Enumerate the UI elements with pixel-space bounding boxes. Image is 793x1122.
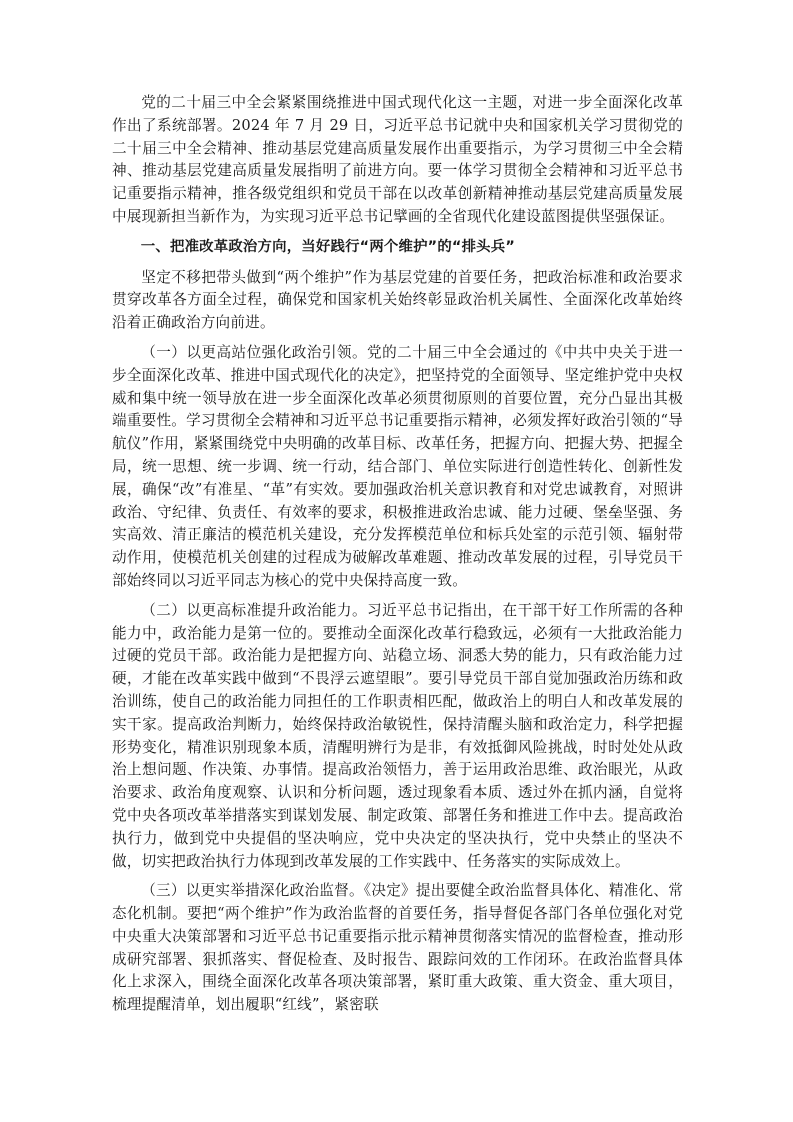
point-2-paragraph: （二）以更高标准提升政治能力。习近平总书记指出，在干部干好工作所需的各种能力中，政治能力是第一位的。要推动全面深化改革行稳致远，必须有一大批政治能力过硬的党员干部。政治能力是把握方向、站稳立场、洞悉大势的能力，只有政治能力过硬，才能在改革实践中做到“不畏浮云遮望眼”。要引导党员干部自觉加强政治历练和政治训练，使自己的政治能力同担任的工作职责相匹配，做政治上的明白人和改革发展的实干家。提高政治判断力，始终保持政治敏锐性，保持清醒头脑和政治定力，科学把握形势变化，精准识别现象本质，清醒明辨行为是非，有效抵御风险挑战，时时处处从政治上想问题、作决策、办事情。提高政治领悟力，善于运用政治思维、政治眼光，从政治要求、政治角度观察、认识和分析问题，透过现象看本质、透过外在抓内涵，自觉将党中央各项改革举措落实到谋划发展、制定政策、部署任务和推进工作中去。提高政治执行力，做到党中央提倡的坚决响应，党中央决定的坚决执行，党中央禁止的坚决不做，切实把政治执行力体现到改革发展的工作实践中、任务落实的实际成效上。 — [112, 601, 683, 870]
intro-paragraph: 党的二十届三中全会紧紧围绕推进中国式现代化这一主题，对进一步全面深化改革作出了系统部署。2024 年 7 月 29 日，习近平总书记就中央和国家机关学习贯彻党的二十届三中全会精神、推动基层党建高质量发展作出重要指示，为学习贯彻三中全会精神、推动基层党建高质量发展指明了前进方向。要一体学习贯彻全会精神和习近平总书记重要指示精神，推各级党组织和党员干部在以改革创新精神推动基层党建高质量发展中展现新担当新作为，为实现习近平总书记擘画的全省现代化建设蓝图提供坚强保证。 — [112, 94, 683, 225]
section-1-heading: 一、把准改革政治方向，当好践行“两个维护”的“排头兵” — [140, 238, 516, 255]
point-3-paragraph: （三）以更实举措深化政治监督。《决定》提出要健全政治监督具体化、精准化、常态化机制。要把“两个维护”作为政治监督的首要任务，指导督促各部门各单位强化对党中央重大决策部署和习近平总书记重要指示批示精神贯彻落实情况的监督检查，推动形成研究部署、狠抓落实、督促检查、及时报告、跟踪问效的工作闭环。在政治监督具体化上求深入，围绕全面深化改革各项决策部署，紧盯重大政策、重大资金、重大项目，梳理提醒清单，划出履职“红线”，紧密联 — [112, 882, 683, 1014]
document-page — [112, 92, 683, 1024]
point-1-paragraph: （一）以更高站位强化政治引领。党的二十届三中全会通过的《中共中央关于进一步全面深化改革、推进中国式现代化的决定》，把坚持党的全面领导、坚定维护党中央权威和集中统一领导放在进一步全面深化改革必须贯彻原则的首要位置，充分凸显出其极端重要性。学习贯彻全会精神和习近平总书记重要指示精神，必须发挥好政治引领的“导航仪”作用，紧紧围绕党中央明确的改革目标、改革任务，把握方向、把握大势、把握全局，统一思想、统一步调、统一行动，结合部门、单位实际进行创造性转化、创新性发展，确保“改”有准星、“革”有实效。要加强政治机关意识教育和对党忠诚教育，对照讲政治、守纪律、负责任、有效率的要求，积极推进政治忠诚、能力过硬、堡垒坚强、务实高效、清正廉洁的模范机关建设，充分发挥模范单位和标兵处室的示范引领、辐射带动作用，使模范机关创建的过程成为破解改革难题、推动改革发展的过程，引导党员干部始终同以习近平同志为核心的党中央保持高度一致。 — [112, 343, 683, 589]
section-1-lead-paragraph: 坚定不移把带头做到“两个维护”作为基层党建的首要任务，把政治标准和政治要求贯穿改革各方面全过程，确保党和国家机关始终彰显政治机关属性、全面深化改革始终沿着正确政治方向前进。 — [112, 268, 683, 332]
